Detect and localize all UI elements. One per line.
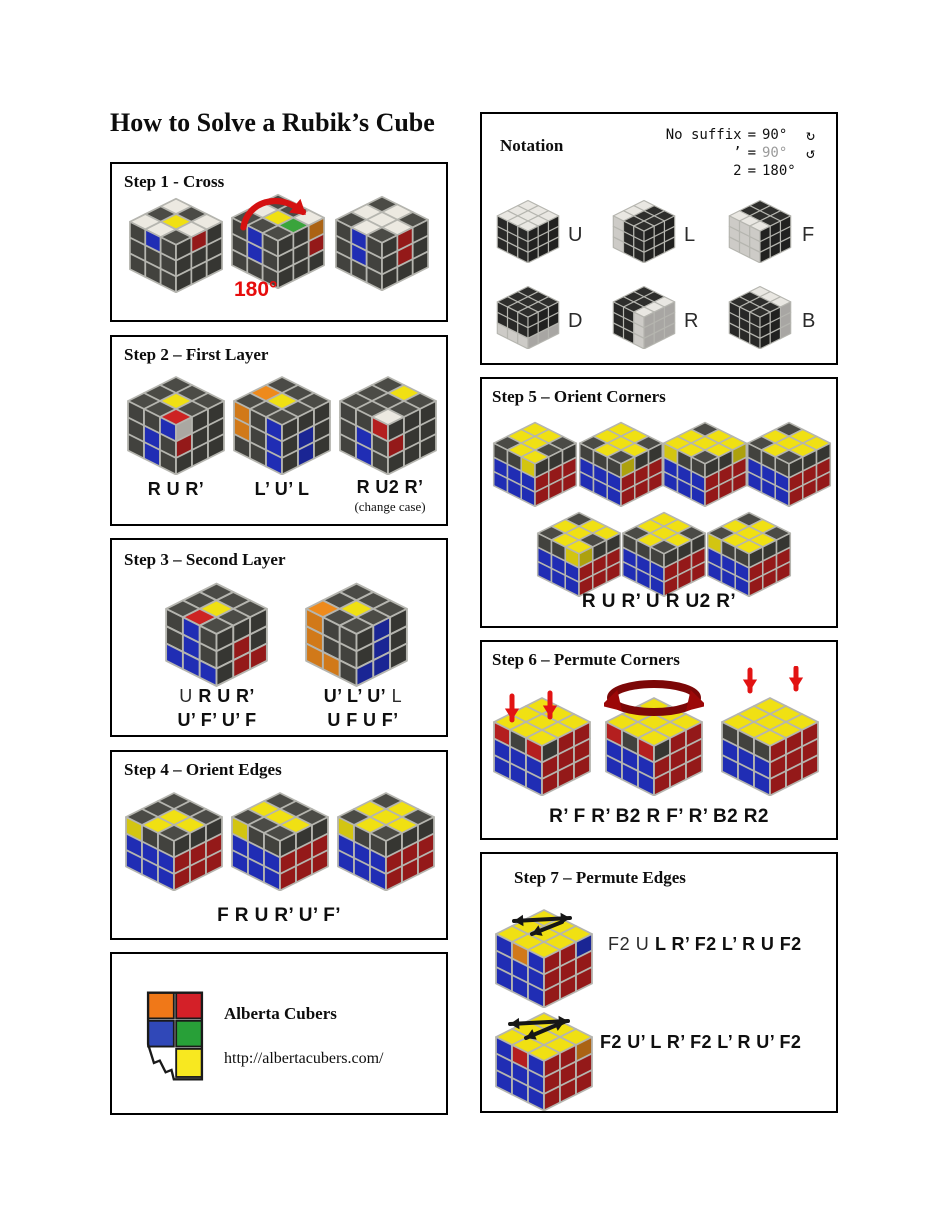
rule-equals: = (747, 163, 756, 179)
notation-rule (666, 126, 824, 144)
step-2-heading: Step 2 – First Layer (124, 345, 269, 364)
cube-image (128, 168, 224, 298)
algorithm-label: U R U R’ (179, 686, 255, 706)
cube-image (536, 485, 622, 602)
cube-image (494, 981, 594, 1116)
step-3-box (110, 538, 448, 737)
cube-image (338, 345, 438, 480)
cube-image (230, 761, 330, 896)
algorithm-label: U F U F’ (327, 710, 399, 730)
step-5-box (480, 377, 838, 628)
face-label-D: D (568, 310, 583, 332)
notation-rule (666, 144, 824, 162)
brand-url: http://albertacubers.com/ (224, 1050, 384, 1067)
face-label-U: U (568, 224, 583, 246)
step-6-box (480, 640, 838, 840)
face-label-B: B (802, 310, 816, 332)
algorithm-label: R U R’ U R U2 R’ (581, 591, 737, 612)
rotation-180-label: 180° (234, 278, 278, 301)
step-7-box (480, 852, 838, 1113)
rotate-cw-icon: ↻ (806, 126, 816, 144)
algorithm-label: F2 U’ L R’ F2 L’ R U’ F2 (600, 1032, 802, 1052)
algorithm-label: F R U R’ U’ F’ (217, 905, 341, 926)
face-label-L: L (684, 224, 696, 246)
algorithm-label: L’ U’ L (254, 479, 310, 499)
cube-image (230, 164, 326, 294)
algorithm-label: R’ F R’ B2 R F’ R’ B2 R2 (549, 806, 769, 827)
notation-cube-D (496, 266, 560, 354)
algorithm-label: U’ F’ U’ F (177, 710, 257, 730)
change-case-note: (change case) (354, 499, 426, 514)
brand-name: Alberta Cubers (224, 1004, 337, 1023)
rule-equals: = (747, 145, 756, 161)
cube-image (336, 761, 436, 896)
cube-image (334, 166, 430, 296)
notation-cube-B (728, 266, 792, 354)
notation-box (480, 112, 838, 365)
page-title: How to Solve a Rubik’s Cube (110, 108, 435, 137)
step-6-heading: Step 6 – Permute Corners (492, 650, 680, 669)
cube-image (720, 666, 820, 801)
rule-prefix: 2 (733, 163, 742, 179)
step-1-box (110, 162, 448, 322)
step-3-heading: Step 3 – Second Layer (124, 550, 286, 569)
rule-value: 180° (762, 163, 796, 179)
cube-image (604, 666, 704, 801)
cube-image (706, 485, 792, 602)
notation-rule (666, 162, 824, 180)
step-5-heading: Step 5 – Orient Corners (492, 387, 666, 406)
rule-equals: = (747, 127, 756, 143)
algorithm-label: F2 U L R’ F2 L’ R U F2 (608, 934, 802, 954)
rule-prefix: ’ (733, 145, 742, 161)
step-4-heading: Step 4 – Orient Edges (124, 760, 282, 779)
cube-image (124, 761, 224, 896)
face-label-R: R (684, 310, 699, 332)
algorithm-label: U’ L’ U’ L (323, 686, 403, 706)
alberta-cubers-logo (138, 988, 212, 1084)
step-1-heading: Step 1 - Cross (124, 172, 225, 191)
step-7-heading: Step 7 – Permute Edges (514, 868, 686, 887)
algorithm-label: R U2 R’ (356, 477, 424, 497)
step-4-box (110, 750, 448, 940)
cube-image (164, 550, 269, 692)
notation-cube-F (728, 180, 792, 268)
notation-heading: Notation (500, 136, 564, 155)
notation-cube-U (496, 180, 560, 268)
face-label-F: F (802, 224, 815, 246)
cube-image (492, 666, 592, 801)
notation-cube-L (612, 180, 676, 268)
notation-cube-R (612, 266, 676, 354)
algorithm-label: R U R’ (147, 479, 205, 499)
cube-image (621, 485, 707, 602)
brand-box (110, 952, 448, 1115)
cube-image (232, 345, 332, 480)
notation-rules (666, 126, 824, 180)
rule-value: 90° (762, 145, 788, 161)
step-2-box (110, 335, 448, 526)
rule-value: 90° (762, 127, 788, 143)
rotate-ccw-icon: ↺ (806, 144, 816, 162)
cube-image (304, 550, 409, 692)
cube-image (126, 345, 226, 480)
rule-prefix: No suffix (665, 127, 742, 143)
